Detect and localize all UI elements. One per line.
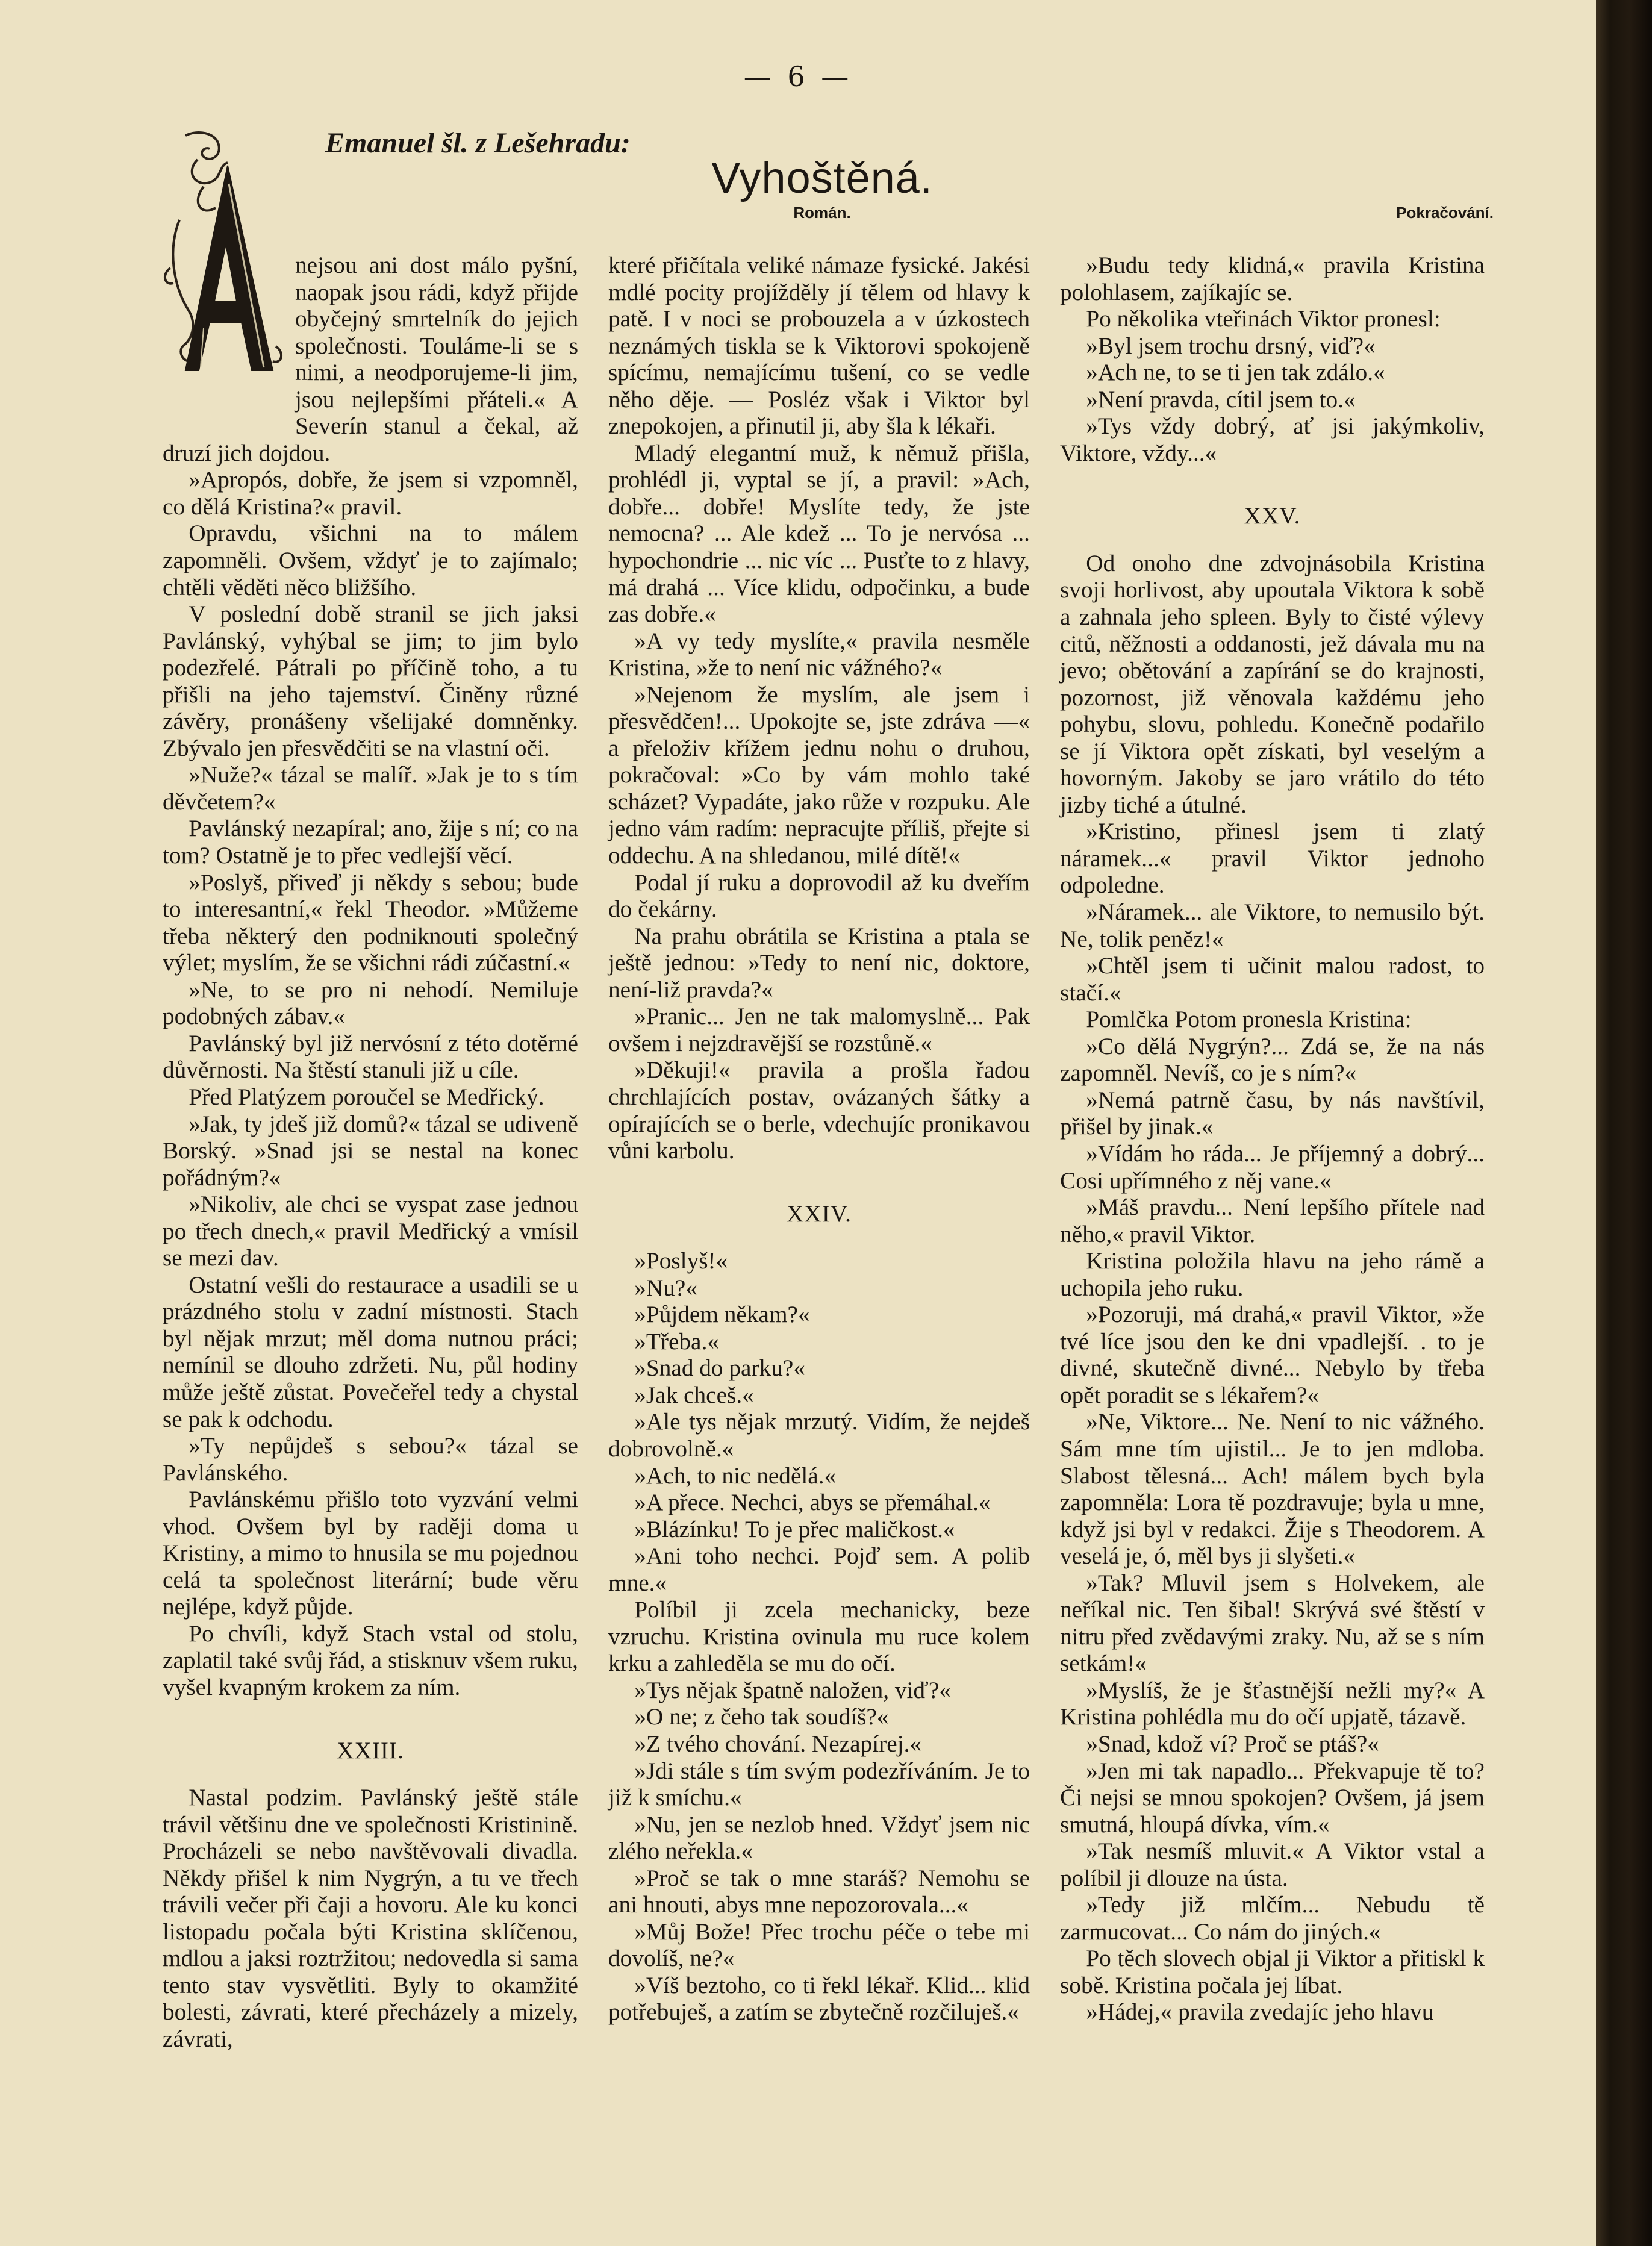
- paragraph: »Můj Bože! Přec trochu péče o tebe mi dovolíš, ne?«: [608, 1918, 1030, 1972]
- paragraph: Pavlánský nezapíral; ano, žije s ní; co na tom? Ostatně je to přec vedlejší věcí.: [163, 815, 578, 869]
- paragraph: »Apropós, dobře, že jsem si vzpomněl, co dělá Kristina?« pravil.: [163, 466, 578, 520]
- paragraph: Po těch slovech objal ji Viktor a přitiskl k sobě. Kristina počala jej líbat.: [1060, 1945, 1485, 1998]
- paragraph: »O ne; z čeho tak soudíš?«: [634, 1703, 889, 1730]
- paragraph: Pomlčka Potom pronesla Kristina:: [1086, 1006, 1412, 1033]
- paragraph: V poslední době stranil se jich jaksi Pavlánský, vyhýbal se jim; to jim bylo podezřelé. Pátrali po příčině toho, a tu přišli na jeho tajemství. Činěny různé závěry, pronášeny všelijaké domněnky. Zbývalo jen přesvědčiti se na vlastní oči.: [163, 600, 578, 761]
- paragraph: »Půjdem někam?«: [634, 1301, 810, 1328]
- paragraph: »Ach ne, to se ti jen tak zdálo.«: [1086, 359, 1385, 386]
- paragraph: nejsou ani dost málo pyšní, naopak jsou rádi, když přijde obyčejný smrtelník do jejich společnosti. Touláme-li se s nimi, a neodporujeme-li jim, jsou nejlepšími přáteli.« A Severín stanul a čekal, až druzí jich dojdou.: [163, 252, 578, 466]
- paragraph: »Poslyš, přiveď ji někdy s sebou; bude to interesantní,« řekl Theodor. »Můžeme třeba některý den podniknouti společný výlet; myslím, že se všichni rádi zúčastní.«: [163, 869, 578, 976]
- paragraph: »Náramek... ale Viktore, to nemusilo být. Ne, tolik peněz!«: [1060, 899, 1485, 952]
- paragraph: Podal jí ruku a doprovodil až ku dveřím do čekárny.: [608, 869, 1030, 923]
- paragraph: Pavlánský byl již nervósní z této dotěrné důvěrnosti. Na štěstí stanuli již u cíle.: [163, 1029, 578, 1084]
- dropcap-space: [163, 252, 295, 438]
- paragraph: »Hádej,« pravila zvedajíc jeho hlavu: [1086, 1998, 1434, 2026]
- paragraph: Před Platýzem poroučel se Medřický.: [189, 1083, 544, 1110]
- paragraph: »Co dělá Nygrýn?... Zdá se, že na nás zapomněl. Nevíš, co je s ním?«: [1060, 1032, 1485, 1087]
- page-binding-edge: [1596, 0, 1652, 2246]
- paragraph: »Poslyš!«: [634, 1247, 728, 1274]
- chapter-heading: XXIII.: [337, 1736, 404, 1764]
- text-column-2: [608, 252, 1030, 2026]
- paragraph: »Nemá patrně času, by nás navštívil, přišel by jinak.«: [1060, 1086, 1485, 1140]
- article-genre: Román.: [793, 204, 851, 222]
- author-byline: Emanuel šl. z Lešehradu:: [325, 127, 631, 159]
- paragraph: »Tys nějak špatně naložen, viď?«: [634, 1676, 951, 1703]
- paragraph: »Jak chceš.«: [634, 1381, 754, 1408]
- paragraph: »Máš pravdu... Není lepšího přítele nad něho,« pravil Viktor.: [1060, 1194, 1485, 1247]
- paragraph: Pavlánskému přišlo toto vyzvání velmi vhod. Ovšem byl by raději doma u Kristiny, a mimo to hnusila se mu pojednou celá ta společnost literární; bude věru nejlépe, když půjde.: [163, 1486, 578, 1620]
- paragraph: »Snad do parku?«: [634, 1355, 805, 1382]
- paragraph: »Děkuji!« pravila a prošla řadou chrchlajících postav, ovázaných šátky a opírajících se o berle, vdechujíc pronikavou vůni karbolu.: [608, 1056, 1030, 1164]
- paragraph: »Kristino, přinesl jsem ti zlatý náramek...« pravil Viktor jednoho odpoledne.: [1060, 818, 1485, 899]
- continued-label: Pokračování.: [1396, 204, 1494, 222]
- paragraph: »Nikoliv, ale chci se vyspat zase jednou po třech dnech,« pravil Medřický a vmísil se mezi dav.: [163, 1191, 578, 1271]
- paragraph: Po chvíli, když Stach vstal od stolu, zaplatil také svůj řád, a stisknuv všem ruku, vyšel kvapným krokem za ním.: [163, 1620, 578, 1700]
- paragraph: »Vídám ho ráda... Je příjemný a dobrý... Cosi upřímného z něj vane.«: [1060, 1140, 1485, 1194]
- paragraph: »Z tvého chování. Nezapírej.«: [634, 1730, 922, 1757]
- text-column-3: [1060, 252, 1485, 2026]
- paragraph: které přičítala veliké námaze fysické. Jakési mdlé pocity projížděly jí tělem od hlavy k patě. I v noci se probouzela a v úzkostech neznámých tiskla se k Viktorovi spokojeně spícímu, nemajícímu tušení, co se vedle něho děje. — Posléz však i Viktor byl znepokojen, a přinutil ji, aby šla k lékaři.: [608, 252, 1030, 440]
- paragraph: »Ty nepůjdeš s sebou?« tázal se Pavlánského.: [163, 1432, 578, 1486]
- paragraph: »Není pravda, cítil jsem to.«: [1086, 385, 1356, 413]
- text-column-1: [163, 252, 578, 2053]
- paragraph: Ostatní vešli do restaurace a usadili se u prázdného stolu v zadní místnosti. Stach byl nějak mrzut; měl doma nutnou práci; nemínil se dlouho zdržeti. Nu, půl hodiny může ještě zůstat. Povečeřel tedy a chystal se pak k odchodu.: [163, 1271, 578, 1432]
- paragraph: »Byl jsem trochu drsný, viď?«: [1086, 332, 1376, 359]
- paragraph: Od onoho dne zdvojnásobila Kristina svoji horlivost, aby upoutala Viktora k sobě a zahnala jeho spleen. Byly to čisté výlevy citů, něžnosti a oddanosti, jež dávala mu na jevo; obětování a zapírání se do krajnosti, pozornost, již věnovala každému jeho pohybu, slovu, pohledu. Konečně podařilo se jí Viktora opět získati, byl veselým a hovorným. Jakoby se jaro vrátilo do této jizby tiché a útulné.: [1060, 549, 1485, 818]
- paragraph: »Jdi stále s tím svým podezříváním. Je to již k smíchu.«: [608, 1757, 1030, 1811]
- paragraph: »Proč se tak o mne staráš? Nemohu se ani hnouti, abys mne nepozorovala...«: [608, 1864, 1030, 1918]
- paragraph: »Víš beztoho, co ti řekl lékař. Klid... klid potřebuješ, a zatím se zbytečně rozčiluješ.«: [608, 1971, 1030, 2026]
- paragraph: »Chtěl jsem ti učinit malou radost, to stačí.«: [1060, 952, 1485, 1006]
- paragraph: »Ne, to se pro ni nehodí. Nemiluje podobných zábav.«: [163, 976, 578, 1030]
- paragraph: »Tedy již mlčím... Nebudu tě zarmucovat... Co nám do jiných.«: [1060, 1891, 1485, 1945]
- paragraph: »A přece. Nechci, abys se přemáhal.«: [634, 1489, 991, 1516]
- chapter-heading: XXIV.: [787, 1200, 852, 1227]
- paragraph: »Třeba.«: [634, 1327, 719, 1355]
- paragraph: »Tak? Mluvil jsem s Holvekem, ale neříkal nic. Ten šibal! Skrývá své štěstí v nitru před zvědavými zraky. Nu, až se s ním setkám!«: [1060, 1569, 1485, 1677]
- paragraph: »Budu tedy klidná,« pravila Kristina polohlasem, zajíkajíc se.: [1060, 252, 1485, 305]
- paragraph: »Blázínku! To je přec maličkost.«: [634, 1515, 955, 1543]
- paragraph: »Nu, jen se nezlob hned. Vždyť jsem nic zlého neřekla.«: [608, 1811, 1030, 1865]
- paragraph: »Nejenom že myslím, ale jsem i přesvědčen!... Upokojte se, jste zdráva —« a přeloživ křížem jednu nohu o druhou, pokračoval: »Co by vám mohlo také scházet? Vypadáte, jako růže v rozpuku. Ale jedno vám radím: nepracujte příliš, přejte si oddechu. A na shledanou, milé dítě!«: [608, 681, 1030, 869]
- paragraph: Opravdu, všichni na to málem zapomněli. Ovšem, vždyť je to zajímalo; chtěli věděti něco bližšího.: [163, 520, 578, 600]
- paragraph: »Ne, Viktore... Ne. Není to nic vážného. Sám mne tím ujistil... Je to jen mdloba. Slabost tělesná... Ach! málem bych byla zapomněla: Lora tě pozdravuje; byla u mne, když jsi byl v redakci. Žije s Theodorem. A veselá je, ó, měl bys ji slyšeti.«: [1060, 1408, 1485, 1570]
- paragraph: Na prahu obrátila se Kristina a ptala se ještě jednou: »Tedy to není nic, doktore, není-liž pravda?«: [608, 922, 1030, 1003]
- paragraph: Kristina položila hlavu na jeho rámě a uchopila jeho ruku.: [1060, 1247, 1485, 1301]
- paragraph: »Pranic... Jen ne tak malomyslně... Pak ovšem i nejzdravější se rozstůně.«: [608, 1003, 1030, 1056]
- paragraph: Nastal podzim. Pavlánský ještě stále trávil většinu dne ve společnosti Kristinině. Procházeli se nebo navštěvovali divadla. Někdy přišel k nim Nygrýn, a tu ve třech trávili večer při čaji a hovoru. Ale ku konci listopadu počala býti Kristina sklíčenou, mdlou a jaksi roztržitou; nedovedla si sama tento stav vysvětliti. Byly to okamžité bolesti, závrati, které přecházely a mizely, závrati,: [163, 1784, 578, 2052]
- paragraph: »Snad, kdož ví? Proč se ptáš?«: [1086, 1730, 1379, 1757]
- paragraph: Mladý elegantní muž, k němuž přišla, prohlédl ji, vyptal se jí, a pravil: »Ach, dobře... dobře! Myslíte tedy, že jste nemocna? ... Ale kdež ... To je nervósa ... hypochondrie ... nic víc ... Pusťte to z hlavy, má drahá ... Více klidu, odpočinku, a bude zas dobře.«: [608, 439, 1030, 628]
- paragraph: »Myslíš, že je šťastnější nežli my?« A Kristina pohlédla mu do očí upjatě, tázavě.: [1060, 1676, 1485, 1730]
- paragraph: »Jak, ty jdeš již domů?« tázal se udiveně Borský. »Snad jsi se nestal na konec pořádným?«: [163, 1110, 578, 1191]
- page-number: — 6 —: [743, 60, 853, 93]
- paragraph: »A vy tedy myslíte,« pravila nesměle Kristina, »že to není nic vážného?«: [608, 627, 1030, 681]
- paragraph: Políbil ji zcela mechanicky, beze vzruchu. Kristina ovinula mu ruce kolem krku a zahleděla se mu do očí.: [608, 1596, 1030, 1677]
- paragraph: »Tak nesmíš mluvit.« A Viktor vstal a políbil ji dlouze na ústa.: [1060, 1838, 1485, 1891]
- article-title: Vyhoštěná.: [711, 154, 933, 202]
- paragraph: »Tys vždy dobrý, ať jsi jakýmkoliv, Viktore, vždy...«: [1060, 413, 1485, 466]
- paragraph: »Ach, to nic nedělá.«: [634, 1462, 837, 1489]
- chapter-heading: XXV.: [1244, 502, 1301, 529]
- paragraph: »Nu?«: [634, 1274, 697, 1301]
- paragraph: Po několika vteřinách Viktor pronesl:: [1086, 305, 1441, 332]
- paragraph: »Ani toho nechci. Pojď sem. A polib mne.«: [608, 1543, 1030, 1596]
- paragraph: »Jen mi tak napadlo... Překvapuje tě to? Či nejsi se mnou spokojen? Ovšem, já jsem smutná, hloupá dívka, vím.«: [1060, 1757, 1485, 1838]
- paragraph: »Pozoruji, má drahá,« pravil Viktor, »že tvé líce jsou den ke dni vpadlejší. . to je divné, skutečně divné... Nebylo by třeba opět poradit se s lékařem?«: [1060, 1301, 1485, 1408]
- paragraph: »Ale tys nějak mrzutý. Vidím, že nejdeš dobrovolně.«: [608, 1408, 1030, 1462]
- paragraph: »Nuže?« tázal se malíř. »Jak je to s tím děvčetem?«: [163, 761, 578, 815]
